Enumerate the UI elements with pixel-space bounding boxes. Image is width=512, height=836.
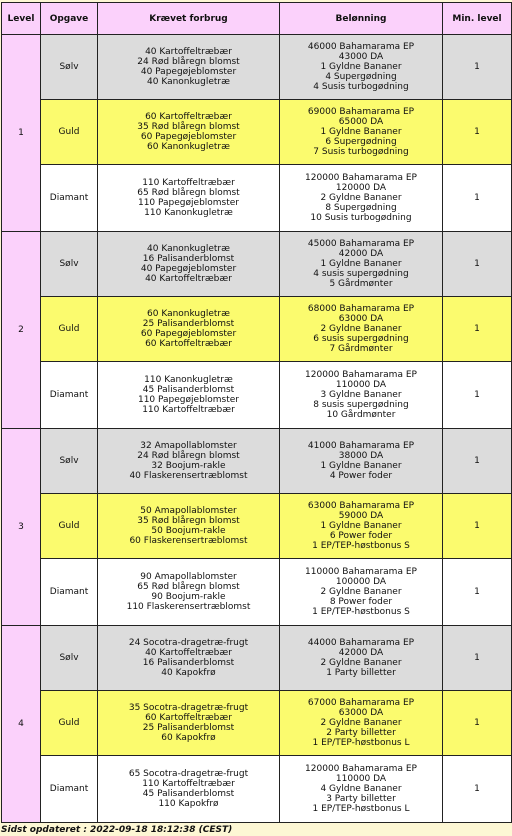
requirement-item: 60 Flaskerensertræblomst <box>129 536 248 546</box>
reward-item: 5 Gårdmønter <box>329 279 393 289</box>
requirement-item: 40 Kanonkugletræ <box>147 244 230 254</box>
reward-item: 110000 DA <box>335 380 387 390</box>
reward-item: 67000 Bahamarama EP <box>307 698 415 708</box>
reward-item: 46000 Bahamarama EP <box>307 42 415 52</box>
requirement-item: 16 Palisanderblomst <box>142 658 235 668</box>
min-level-cell: 1 <box>443 35 512 100</box>
kraevet-forbrug-cell <box>98 691 280 756</box>
kraevet-forbrug-cell <box>98 559 280 626</box>
min-level-cell: 1 <box>443 559 512 626</box>
reward-item: 68000 Bahamarama EP <box>307 304 415 314</box>
table-row <box>2 626 512 691</box>
header-row <box>2 3 512 35</box>
requirement-item: 90 Amapollablomster <box>140 572 237 582</box>
requirement-item: 65 Socotra-dragetræ-frugt <box>128 769 249 779</box>
requirement-item: 40 Papegøjeblomster <box>140 264 237 274</box>
reward-item: 1 Gyldne Bananer <box>320 461 402 471</box>
belonning-cell <box>280 559 443 626</box>
belonning-cell <box>280 100 443 165</box>
opgave-cell: Guld <box>41 494 98 559</box>
reward-item: 2 Gyldne Bananer <box>320 193 402 203</box>
reward-item: 8 Power foder <box>329 597 393 607</box>
requirement-item: 24 Rød blåregn blomst <box>137 451 240 461</box>
requirement-item: 110 Kartoffeltræbær <box>142 405 235 415</box>
kraevet-forbrug-cell <box>98 297 280 362</box>
requirement-item: 35 Rød blåregn blomst <box>137 122 240 132</box>
requirement-item: 16 Palisanderblomst <box>142 254 235 264</box>
quest-table-body <box>2 35 512 823</box>
reward-item: 120000 Bahamarama EP <box>305 370 417 380</box>
kraevet-forbrug-cell <box>98 626 280 691</box>
requirement-item: 60 Papegøjeblomster <box>140 132 237 142</box>
kraevet-forbrug-cell <box>98 362 280 429</box>
quest-table <box>1 2 512 823</box>
requirement-item: 110 Kanonkugletræ <box>144 375 233 385</box>
requirement-item: 45 Palisanderblomst <box>142 385 235 395</box>
reward-item: 4 Supergødning <box>325 72 397 82</box>
requirement-item: 40 Papegøjeblomster <box>140 67 237 77</box>
opgave-cell: Sølv <box>41 35 98 100</box>
reward-item: 110000 DA <box>335 774 387 784</box>
reward-item: 120000 DA <box>335 183 387 193</box>
requirement-item: 60 Kanonkugletræ <box>147 142 230 152</box>
last-updated: Sidst opdateret : 2022-09-18 18:12:38 (CEST) <box>1 825 233 835</box>
belonning-cell <box>280 35 443 100</box>
reward-item: 3 Party billetter <box>326 794 396 804</box>
kraevet-forbrug-cell <box>98 35 280 100</box>
reward-item: 4 Susis turbogødning <box>313 82 409 92</box>
requirement-item: 24 Rød blåregn blomst <box>137 57 240 67</box>
requirement-item: 110 Papegøjeblomster <box>137 395 240 405</box>
header-min-level: Min. level <box>443 3 512 35</box>
kraevet-forbrug-cell <box>98 756 280 823</box>
requirement-item: 32 Boojum-rakle <box>151 461 226 471</box>
reward-item: 1 Gyldne Bananer <box>320 521 402 531</box>
header-kraevet-forbrug: Krævet forbrug <box>98 3 280 35</box>
opgave-cell: Diamant <box>41 362 98 429</box>
requirement-item: 60 Kartoffeltræbær <box>145 713 232 723</box>
table-row <box>2 429 512 494</box>
requirement-item: 110 Kartoffeltræbær <box>142 779 235 789</box>
kraevet-forbrug-cell <box>98 232 280 297</box>
belonning-cell <box>280 165 443 232</box>
min-level-cell: 1 <box>443 100 512 165</box>
reward-item: 1 EP/TEP-høstbonus S <box>312 607 410 617</box>
min-level-cell: 1 <box>443 232 512 297</box>
reward-item: 65000 DA <box>338 117 384 127</box>
reward-item: 1 Gyldne Bananer <box>320 259 402 269</box>
reward-item: 1 Party billetter <box>326 668 396 678</box>
belonning-cell <box>280 756 443 823</box>
min-level-cell: 1 <box>443 494 512 559</box>
reward-item: 2 Gyldne Bananer <box>320 718 402 728</box>
reward-item: 8 susis supergødning <box>313 400 409 410</box>
table-row <box>2 494 512 559</box>
opgave-cell: Diamant <box>41 756 98 823</box>
kraevet-forbrug-cell <box>98 100 280 165</box>
reward-item: 7 Gårdmønter <box>329 344 393 354</box>
level-cell: 4 <box>2 626 41 823</box>
min-level-cell: 1 <box>443 429 512 494</box>
reward-item: 44000 Bahamarama EP <box>307 638 415 648</box>
reward-item: 38000 DA <box>338 451 384 461</box>
reward-item: 42000 DA <box>338 249 384 259</box>
table-row <box>2 35 512 100</box>
requirement-item: 110 Kartoffeltræbær <box>142 178 235 188</box>
reward-item: 2 Gyldne Bananer <box>320 587 402 597</box>
table-row <box>2 691 512 756</box>
header-level: Level <box>2 3 41 35</box>
reward-item: 43000 DA <box>338 52 384 62</box>
opgave-cell: Diamant <box>41 559 98 626</box>
requirement-item: 40 Kartoffeltræbær <box>145 648 232 658</box>
requirement-item: 25 Palisanderblomst <box>142 319 235 329</box>
reward-item: 63000 DA <box>338 314 384 324</box>
reward-item: 41000 Bahamarama EP <box>307 441 415 451</box>
belonning-cell <box>280 362 443 429</box>
opgave-cell: Guld <box>41 100 98 165</box>
reward-item: 59000 DA <box>338 511 384 521</box>
requirement-item: 110 Papegøjeblomster <box>137 198 240 208</box>
table-row <box>2 100 512 165</box>
reward-item: 10 Susis turbogødning <box>310 213 412 223</box>
min-level-cell: 1 <box>443 297 512 362</box>
requirement-item: 25 Palisanderblomst <box>142 723 235 733</box>
kraevet-forbrug-cell <box>98 494 280 559</box>
table-row <box>2 362 512 429</box>
reward-item: 10 Gårdmønter <box>326 410 396 420</box>
reward-item: 1 Gyldne Bananer <box>320 127 402 137</box>
belonning-cell <box>280 691 443 756</box>
reward-item: 1 Gyldne Bananer <box>320 62 402 72</box>
reward-item: 63000 DA <box>338 708 384 718</box>
reward-item: 1 EP/TEP-høstbonus L <box>312 738 410 748</box>
table-row <box>2 165 512 232</box>
belonning-cell <box>280 232 443 297</box>
requirement-item: 40 Kartoffeltræbær <box>145 274 232 284</box>
header-opgave: Opgave <box>41 3 98 35</box>
requirement-item: 45 Palisanderblomst <box>142 789 235 799</box>
reward-item: 110000 Bahamarama EP <box>305 567 417 577</box>
requirement-item: 50 Amapollablomster <box>140 506 237 516</box>
min-level-cell: 1 <box>443 756 512 823</box>
level-cell: 2 <box>2 232 41 429</box>
table-row <box>2 559 512 626</box>
requirement-item: 65 Rød blåregn blomst <box>137 582 240 592</box>
reward-item: 3 Gyldne Bananer <box>320 390 402 400</box>
requirement-item: 60 Kapokfrø <box>161 733 216 743</box>
table-row <box>2 297 512 362</box>
header-belonning: Belønning <box>280 3 443 35</box>
reward-item: 63000 Bahamarama EP <box>307 501 415 511</box>
reward-item: 6 susis supergødning <box>313 334 409 344</box>
requirement-item: 60 Kartoffeltræbær <box>145 339 232 349</box>
reward-item: 120000 Bahamarama EP <box>305 764 417 774</box>
kraevet-forbrug-cell <box>98 165 280 232</box>
kraevet-forbrug-cell <box>98 429 280 494</box>
opgave-cell: Sølv <box>41 626 98 691</box>
belonning-cell <box>280 429 443 494</box>
requirement-item: 110 Flaskerensertræblomst <box>126 602 251 612</box>
requirement-item: 110 Kapokfrø <box>158 799 219 809</box>
reward-item: 8 Supergødning <box>325 203 397 213</box>
opgave-cell: Diamant <box>41 165 98 232</box>
reward-item: 100000 DA <box>335 577 387 587</box>
requirement-item: 40 Kapokfrø <box>161 668 216 678</box>
opgave-cell: Sølv <box>41 429 98 494</box>
opgave-cell: Guld <box>41 691 98 756</box>
reward-item: 2 Party billetter <box>326 728 396 738</box>
requirement-item: 60 Papegøjeblomster <box>140 329 237 339</box>
min-level-cell: 1 <box>443 362 512 429</box>
requirement-item: 60 Kartoffeltræbær <box>145 112 232 122</box>
belonning-cell <box>280 297 443 362</box>
requirement-item: 35 Socotra-dragetræ-frugt <box>128 703 249 713</box>
requirement-item: 24 Socotra-dragetræ-frugt <box>128 638 249 648</box>
requirement-item: 90 Boojum-rakle <box>151 592 226 602</box>
reward-item: 6 Power foder <box>329 531 393 541</box>
reward-item: 42000 DA <box>338 648 384 658</box>
requirement-item: 65 Rød blåregn blomst <box>137 188 240 198</box>
reward-item: 120000 Bahamarama EP <box>305 173 417 183</box>
min-level-cell: 1 <box>443 691 512 756</box>
belonning-cell <box>280 494 443 559</box>
reward-item: 1 EP/TEP-høstbonus L <box>312 804 410 814</box>
requirement-item: 40 Kartoffeltræbær <box>145 47 232 57</box>
min-level-cell: 1 <box>443 165 512 232</box>
reward-item: 6 Supergødning <box>325 137 397 147</box>
reward-item: 2 Gyldne Bananer <box>320 658 402 668</box>
requirement-item: 50 Boojum-rakle <box>151 526 226 536</box>
table-row <box>2 756 512 823</box>
requirement-item: 35 Rød blåregn blomst <box>137 516 240 526</box>
reward-item: 4 susis supergødning <box>313 269 409 279</box>
reward-item: 1 EP/TEP-høstbonus S <box>312 541 410 551</box>
level-cell: 3 <box>2 429 41 626</box>
belonning-cell <box>280 626 443 691</box>
requirement-item: 60 Kanonkugletræ <box>147 309 230 319</box>
reward-item: 4 Power foder <box>329 471 393 481</box>
requirement-item: 40 Flaskerensertræblomst <box>129 471 248 481</box>
reward-item: 69000 Bahamarama EP <box>307 107 415 117</box>
table-row <box>2 232 512 297</box>
reward-item: 7 Susis turbogødning <box>313 147 409 157</box>
min-level-cell: 1 <box>443 626 512 691</box>
reward-item: 4 Gyldne Bananer <box>320 784 402 794</box>
reward-item: 45000 Bahamarama EP <box>307 239 415 249</box>
opgave-cell: Guld <box>41 297 98 362</box>
requirement-item: 40 Kanonkugletræ <box>147 77 230 87</box>
level-cell: 1 <box>2 35 41 232</box>
opgave-cell: Sølv <box>41 232 98 297</box>
reward-item: 2 Gyldne Bananer <box>320 324 402 334</box>
requirement-item: 32 Amapollablomster <box>140 441 237 451</box>
requirement-item: 110 Kanonkugletræ <box>144 208 233 218</box>
